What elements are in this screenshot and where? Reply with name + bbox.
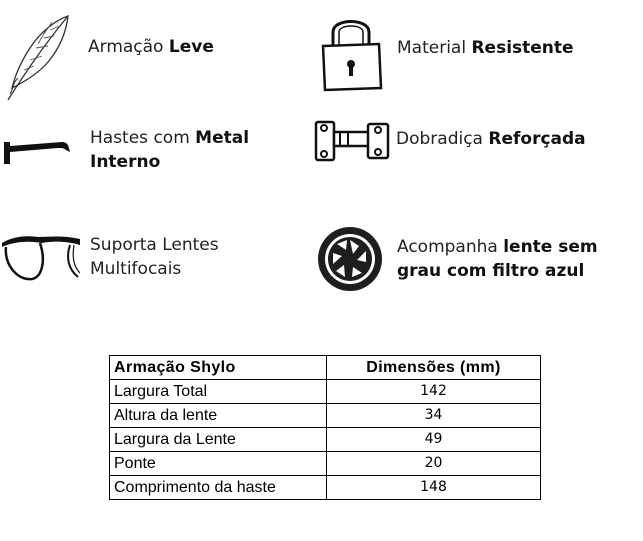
- feature-reinforced-hinge: [312, 118, 586, 164]
- row-value: 34: [327, 404, 541, 428]
- dimensions-table: [109, 355, 541, 500]
- feature-multifocal-lenses: [0, 229, 260, 285]
- row-label: Altura da lente: [110, 404, 327, 428]
- table-row: [110, 404, 541, 428]
- feature-text-regular: Material: [397, 38, 472, 58]
- feature-text-regular: Acompanha: [397, 237, 504, 257]
- feature-text: [396, 127, 586, 151]
- temple-arm-icon: [0, 130, 72, 170]
- table-row: [110, 380, 541, 404]
- row-value: 148: [327, 476, 541, 500]
- row-label: Largura da Lente: [110, 428, 327, 452]
- row-label: Comprimento da haste: [110, 476, 327, 500]
- feature-text-bold: Resistente: [471, 38, 574, 58]
- feature-text: [90, 233, 260, 281]
- feature-text-bold: Reforçada: [488, 129, 586, 149]
- row-value: 49: [327, 428, 541, 452]
- hinge-icon: [312, 118, 392, 164]
- feature-text-bold: lente sem grau com filtro azul: [397, 237, 598, 281]
- padlock-icon: [315, 10, 387, 92]
- feature-text: [397, 36, 574, 60]
- table-header-row: [110, 356, 541, 380]
- row-value: 20: [327, 452, 541, 476]
- table-row: [110, 452, 541, 476]
- row-label: Ponte: [110, 452, 327, 476]
- feature-text-bold: Leve: [168, 37, 214, 57]
- row-label: Largura Total: [110, 380, 327, 404]
- table-row: [110, 428, 541, 452]
- feature-blue-filter-lens: [315, 224, 637, 294]
- feature-text-regular: Dobradiça: [396, 129, 489, 149]
- feature-text: [90, 126, 280, 174]
- table-row: [110, 476, 541, 500]
- feature-light-frame: [0, 8, 214, 104]
- feature-resistant-material: [315, 10, 574, 92]
- feature-text-bold: Metal Interno: [90, 128, 250, 172]
- feature-metal-temples: [0, 126, 280, 174]
- feature-text-regular: Armação: [88, 37, 169, 57]
- feature-text: [397, 235, 637, 283]
- feature-text: [88, 35, 214, 59]
- feather-icon: [0, 8, 82, 104]
- camera-aperture-icon: [315, 224, 385, 294]
- row-value: 142: [327, 380, 541, 404]
- glasses-frame-icon: [0, 229, 80, 285]
- column-header-dimensions: Dimensões (mm): [327, 356, 541, 380]
- feature-text-regular: Hastes com: [90, 128, 196, 148]
- column-header-frame: Armação Shylo: [110, 356, 327, 380]
- feature-text-regular: Suporta Lentes Multifocais: [90, 235, 219, 279]
